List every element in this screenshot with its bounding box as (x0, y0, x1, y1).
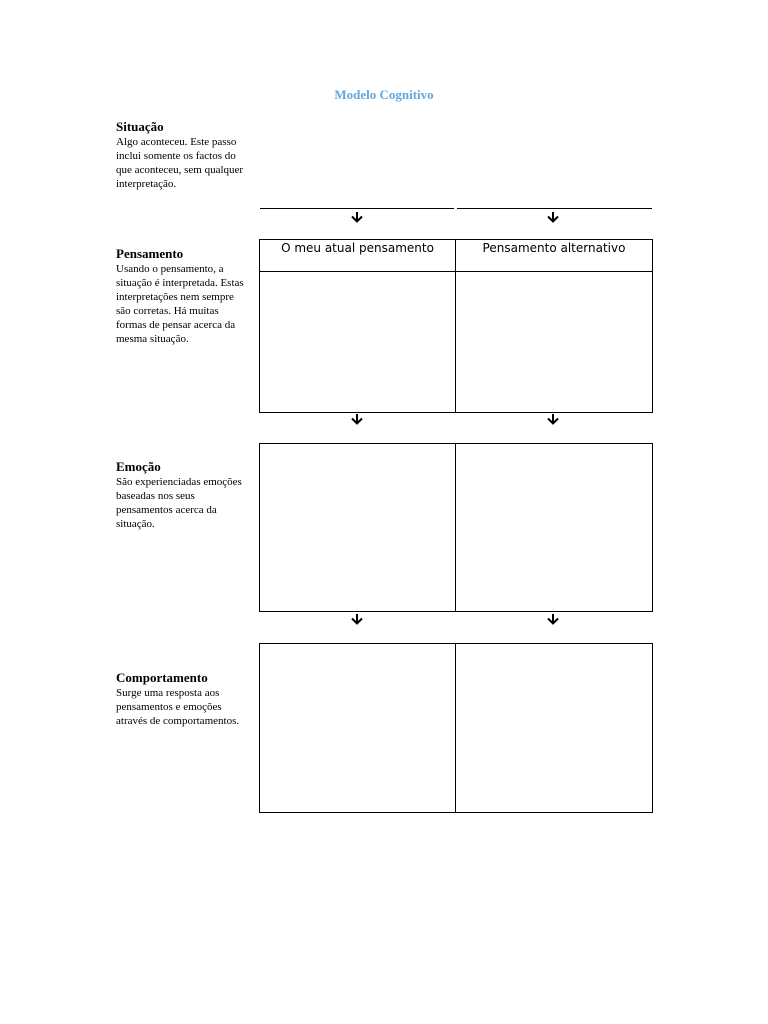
situation-line-current (260, 208, 454, 209)
arrow-down-icon (350, 413, 364, 425)
section-heading: Comportamento (116, 670, 208, 685)
arrow-down-icon (546, 613, 560, 625)
current-emotion-cell[interactable] (260, 444, 455, 611)
arrow-down-icon (350, 211, 364, 223)
section-situacao (116, 119, 248, 191)
section-description: Algo aconteceu. Este passo inclui somente os factos do que aconteceu, sem qualquer interpretação. (116, 136, 244, 190)
column-header-current-thought: O meu atual pensamento (281, 241, 434, 255)
alternative-behavior-cell[interactable] (456, 644, 652, 812)
section-emocao (116, 459, 248, 531)
alternative-thought-cell[interactable] (456, 272, 652, 412)
section-description: São experienciadas emoções baseadas nos seus pensamentos acerca da situação. (116, 476, 242, 530)
section-heading: Emoção (116, 459, 161, 474)
arrow-down-icon (546, 413, 560, 425)
section-heading: Situação (116, 119, 164, 134)
current-behavior-cell[interactable] (260, 644, 455, 812)
section-description: Surge uma resposta aos pensamentos e emoções através de comportamentos. (116, 687, 240, 727)
section-pensamento (116, 246, 248, 346)
situation-line-alternative (457, 208, 652, 209)
page-title: Modelo Cognitivo (334, 87, 434, 102)
arrow-down-icon (546, 211, 560, 223)
section-description: Usando o pensamento, a situação é interpretada. Estas interpretações nem sempre são corretas. Há muitas formas de pensar acerca da mesma situação. (116, 263, 244, 345)
current-thought-cell[interactable] (260, 272, 455, 412)
arrow-down-icon (350, 613, 364, 625)
section-comportamento (116, 670, 248, 728)
alternative-emotion-cell[interactable] (456, 444, 652, 611)
section-heading: Pensamento (116, 246, 184, 261)
column-header-alternative-thought: Pensamento alternativo (482, 241, 626, 255)
